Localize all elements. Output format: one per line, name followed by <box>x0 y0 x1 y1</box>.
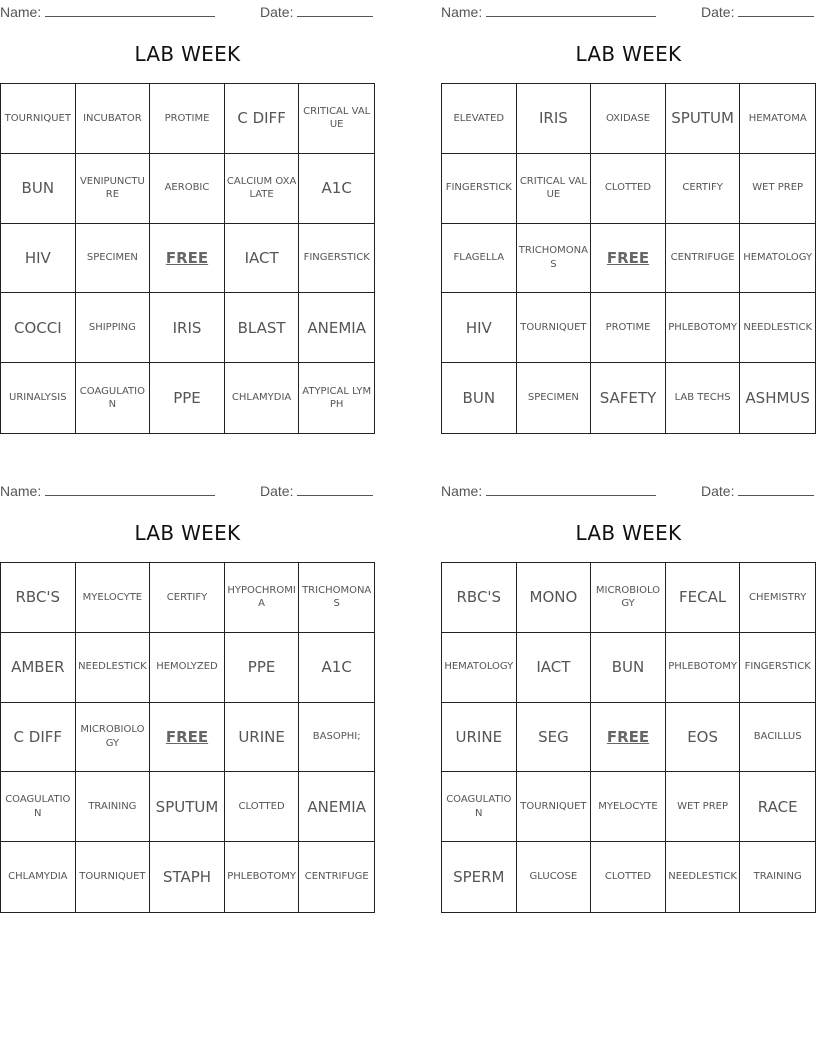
bingo-cell: FECAL <box>666 563 741 633</box>
name-date-bar <box>0 481 375 499</box>
bingo-cell: WET PREP <box>740 154 815 224</box>
bingo-cell: URINE <box>442 703 517 773</box>
bingo-cell: INCUBATOR <box>76 84 151 154</box>
bingo-cell: MONO <box>517 563 592 633</box>
bingo-cell: C DIFF <box>225 84 300 154</box>
bingo-cell: EOS <box>666 703 741 773</box>
card-title: LAB WEEK <box>134 521 241 545</box>
name-label: Name: <box>0 4 42 20</box>
name-blank-line <box>486 2 656 17</box>
name-blank-line <box>486 481 656 496</box>
free-space-cell: FREE <box>150 703 225 773</box>
bingo-cell: AEROBIC <box>150 154 225 224</box>
card-title: LAB WEEK <box>575 521 682 545</box>
bingo-cell: BACILLUS <box>740 703 815 773</box>
bingo-cell: COAGULATION <box>442 772 517 842</box>
bingo-cell: HIV <box>442 293 517 363</box>
bingo-cell: A1C <box>299 633 374 703</box>
bingo-cell: ASHMUS <box>745 388 810 407</box>
bingo-cell: VENIPUNCTURE <box>76 154 151 224</box>
bingo-cell: MYELOCYTE <box>591 772 666 842</box>
bingo-cell: PPE <box>150 363 225 433</box>
date-label: Date: <box>701 483 735 499</box>
bingo-cell: A1C <box>299 154 374 224</box>
bingo-cell: CERTIFY <box>150 563 225 633</box>
bingo-cell: BASOPHI; <box>299 703 374 773</box>
bingo-cell: NEEDLESTICK <box>740 293 815 363</box>
bingo-cell: SPUTUM <box>150 772 225 842</box>
date-blank-line <box>297 2 373 17</box>
bingo-cell: RACE <box>740 772 815 842</box>
card-title: LAB WEEK <box>134 42 241 66</box>
bingo-cell: IRIS <box>150 293 225 363</box>
name-field <box>441 481 656 499</box>
date-blank-line <box>738 481 814 496</box>
bingo-cell: PROTIME <box>591 293 666 363</box>
name-field <box>0 2 215 20</box>
bingo-cell: SPERM <box>442 842 517 912</box>
bingo-cell: CHEMISTRY <box>740 563 815 633</box>
bingo-cell: CALCIUM OXALATE <box>225 154 300 224</box>
bingo-cell: SEG <box>517 703 592 773</box>
bingo-cell: RBC'S <box>1 563 76 633</box>
bingo-cell: TOURNIQUET <box>517 772 592 842</box>
card-title: LAB WEEK <box>575 42 682 66</box>
bingo-cell: STAPH <box>150 842 225 912</box>
bingo-cell: MICROBIOLOGY <box>76 703 151 773</box>
bingo-cell: OXIDASE <box>591 84 666 154</box>
name-field <box>0 481 215 499</box>
bingo-cell: C DIFF <box>1 703 76 773</box>
date-field <box>701 2 814 20</box>
bingo-cell: CENTRIFUGE <box>304 871 369 883</box>
bingo-cell: HEMATOLOGY <box>442 633 517 703</box>
bingo-cell: NEEDLESTICK <box>76 633 151 703</box>
free-space-cell: FREE <box>591 703 666 773</box>
bingo-cell: HYPOCHROMIA <box>225 563 300 633</box>
bingo-cell: TOURNIQUET <box>76 842 151 912</box>
date-label: Date: <box>701 4 735 20</box>
name-label: Name: <box>0 483 42 499</box>
bingo-cell: BUN <box>442 363 517 433</box>
bingo-cell: TRICHOMONAS <box>299 563 374 633</box>
bingo-cell: SPECIMEN <box>76 224 151 294</box>
bingo-cell: WET PREP <box>666 772 741 842</box>
bingo-cell: FINGERSTICK <box>442 154 517 224</box>
date-field <box>260 2 373 20</box>
name-date-bar <box>441 2 816 20</box>
bingo-cell: PHLEBOTOMY <box>225 842 300 912</box>
bingo-cell: ATYPICAL LYMPH <box>302 385 372 411</box>
bingo-cell: PPE <box>225 633 300 703</box>
bingo-cell: COAGULATION <box>1 772 76 842</box>
bingo-grid <box>441 562 816 913</box>
bingo-cell: URINE <box>225 703 300 773</box>
bingo-cell: CHLAMYDIA <box>225 363 300 433</box>
bingo-cell: COCCI <box>1 293 76 363</box>
bingo-cell: SHIPPING <box>76 293 151 363</box>
name-date-bar <box>441 481 816 499</box>
bingo-cell: HEMOLYZED <box>150 633 225 703</box>
bingo-cell: NEEDLESTICK <box>666 842 741 912</box>
bingo-cell: FINGERSTICK <box>740 633 815 703</box>
bingo-cell: FINGERSTICK <box>299 224 374 294</box>
name-blank-line <box>45 481 215 496</box>
bingo-cell: BUN <box>591 633 666 703</box>
name-date-bar <box>0 2 375 20</box>
name-label: Name: <box>441 4 483 20</box>
bingo-cell: CERTIFY <box>666 154 741 224</box>
bingo-cell: RBC'S <box>442 563 517 633</box>
bingo-cell: COAGULATION <box>76 363 151 433</box>
date-label: Date: <box>260 483 294 499</box>
bingo-cell: CLOTTED <box>225 772 300 842</box>
bingo-cell: HEMATOMA <box>740 84 815 154</box>
bingo-cell: BLAST <box>225 293 300 363</box>
bingo-grid <box>441 83 816 434</box>
bingo-cell: TRICHOMONAS <box>517 224 592 294</box>
bingo-cell: CLOTTED <box>591 842 666 912</box>
bingo-cell: ELEVATED <box>442 84 517 154</box>
bingo-cell: URINALYSIS <box>1 363 76 433</box>
bingo-cell: CENTRIFUGE <box>666 224 741 294</box>
bingo-cell: TOURNIQUET <box>1 84 76 154</box>
bingo-cell: SPUTUM <box>666 84 741 154</box>
bingo-cell: CRITICAL VALUE <box>517 154 592 224</box>
name-field <box>441 2 656 20</box>
date-blank-line <box>297 481 373 496</box>
bingo-cell: ANEMIA <box>299 772 374 842</box>
bingo-cell: TRAINING <box>76 772 151 842</box>
date-label: Date: <box>260 4 294 20</box>
bingo-cell: ANEMIA <box>299 293 374 363</box>
bingo-cell: FLAGELLA <box>442 224 517 294</box>
date-field <box>701 481 814 499</box>
bingo-cell: IACT <box>517 633 592 703</box>
bingo-cell: HIV <box>1 224 76 294</box>
name-blank-line <box>45 2 215 17</box>
bingo-grid <box>0 83 375 434</box>
bingo-cell: MICROBIOLOGY <box>591 563 666 633</box>
bingo-cell: AMBER <box>1 633 76 703</box>
bingo-cell: TOURNIQUET <box>517 293 592 363</box>
bingo-cell: LAB TECHS <box>666 363 741 433</box>
bingo-cell: IRIS <box>517 84 592 154</box>
date-blank-line <box>738 2 814 17</box>
bingo-cell: PHLEBOTOMY <box>666 633 741 703</box>
bingo-cell: PHLEBOTOMY <box>666 293 741 363</box>
bingo-cell: GLUCOSE <box>517 842 592 912</box>
bingo-cell: TRAINING <box>753 871 802 883</box>
date-field <box>260 481 373 499</box>
bingo-cell: SAFETY <box>591 363 666 433</box>
bingo-cell: BUN <box>1 154 76 224</box>
bingo-cell: IACT <box>225 224 300 294</box>
name-label: Name: <box>441 483 483 499</box>
free-space-cell: FREE <box>150 224 225 294</box>
free-space-cell: FREE <box>591 224 666 294</box>
bingo-cell: CHLAMYDIA <box>1 842 76 912</box>
bingo-cell: CLOTTED <box>591 154 666 224</box>
bingo-cell: HEMATOLOGY <box>740 224 815 294</box>
bingo-cell: PROTIME <box>150 84 225 154</box>
bingo-grid <box>0 562 375 913</box>
bingo-cell: MYELOCYTE <box>76 563 151 633</box>
bingo-cell: CRITICAL VALUE <box>299 84 374 154</box>
bingo-cell: SPECIMEN <box>517 363 592 433</box>
